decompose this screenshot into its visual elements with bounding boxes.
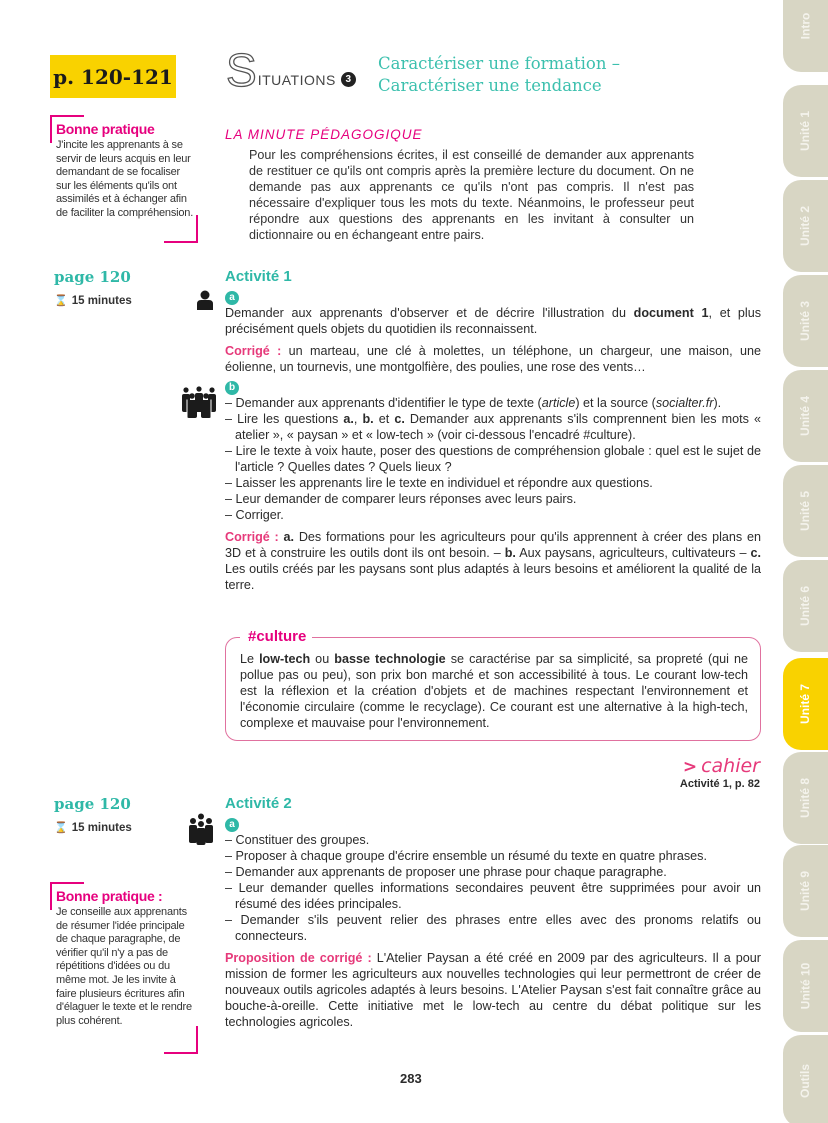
bold-text: a. <box>343 412 354 426</box>
activity1-b-list <box>225 395 761 523</box>
text: se caractérise par sa simplicité, sa propreté (qui ne pollue pas ou peu), son prix bon marché et son accessibilité à tous. Le courant low-tech est la réflexion et la création d'objets et de machines respectant l'environnement et l'économie circulaire (comme le recyclage). Ce courant est une alternative à la high-tech, complexe et mauvaise pour l'environnement. <box>240 652 748 730</box>
hourglass-icon: ⌛ <box>54 295 68 307</box>
italic-text: socialter.fr <box>655 396 714 410</box>
corrige-text: un marteau, une clé à molettes, un téléphone, un chargeur, une maison, une éolienne, un tournevis, une montgolfière, des poulies, une rose des vents… <box>225 344 761 374</box>
tip-box-1 <box>50 115 198 243</box>
small-group-icon <box>188 813 214 845</box>
page-number: 283 <box>400 1071 422 1086</box>
text: , <box>353 412 363 426</box>
text: , et plus précisément quels objets du quotidien ils reconnaissent. <box>225 306 761 336</box>
text: et <box>373 412 395 426</box>
tip-body: Je conseille aux apprenants de résumer l'idée principale de chaque paragraphe, de vérifier qu'il n'y a pas de répétitions d'idées ou du même mot. Je les invite à faire plusieurs écritures afin d'élaguer le texte et le rendre plus cohérent. <box>56 906 192 1027</box>
section-name: ITUATIONS <box>257 72 336 88</box>
title-line-2: Caractériser une tendance <box>378 76 602 95</box>
proposition-text: L'Atelier Paysan a été créé en 2009 par des agriculteurs. Il a pour mission de former les agriculteurs aux nouvelles technologies qui leur permettront de créer de nouveaux outils agricoles adaptés à leurs besoins. L'Atelier Paysan s'est fait connaître grâce au bouche-à-oreille. Cette initiative met le low-tech au centre du débat politique sur les technologies agricoles. <box>225 951 761 1029</box>
text: Demander aux apprenants d'observer et de décrire l'illustration du <box>225 306 634 320</box>
list-item: – Demander s'ils peuvent relier des phrases entre elles avec des pronoms relatifs ou connecteurs. <box>225 913 761 943</box>
list-item: – Constituer des groupes. <box>225 833 370 847</box>
tab-unite-1[interactable] <box>783 85 828 177</box>
activity2-proposition <box>225 950 761 1030</box>
tab-label: Unité 8 <box>798 777 813 819</box>
tip-corner <box>50 115 84 143</box>
text: – Demander aux apprenants d'identifier le type de texte ( <box>225 396 542 410</box>
label-a-badge: a <box>225 818 239 832</box>
activity1-a-corrige <box>225 343 761 375</box>
tab-intro[interactable] <box>783 0 828 72</box>
cahier-label: cahier <box>701 755 760 777</box>
bold-text: a. <box>283 530 295 544</box>
activity2 <box>225 795 761 1030</box>
activity1-a-instruction <box>225 305 761 337</box>
minute-body: Pour les compréhensions écrites, il est conseillé de demander aux apprenants de restituer ce qu'ils ont compris après la première lecture du document. On ne demande pas aux apprenants ce qu'ils n'ont pas compris. Il n'est pas nécessaire d'expliquer tous les mots du texte. Néanmoins, le professeur peut répondre aux questions des apprenants en les invitant à consulter un dictionnaire ou en échangeant entre pairs. <box>249 148 694 242</box>
italic-text: article <box>541 396 576 410</box>
cahier-reference[interactable] <box>680 755 760 790</box>
activity1-page-ref: page 120 <box>54 268 131 286</box>
list-item: – Laisser les apprenants lire le texte en individuel et répondre aux questions. <box>225 476 653 490</box>
chevron-right-icon: > <box>682 757 698 777</box>
cahier-link[interactable] <box>680 755 760 777</box>
tab-unite-8[interactable] <box>783 752 828 844</box>
tip-corner <box>50 882 84 910</box>
page-badge: p. 120-121 <box>50 55 176 98</box>
text: Le <box>240 652 260 666</box>
section-number: 3 <box>341 72 356 87</box>
tab-unite-4[interactable] <box>783 370 828 462</box>
bold-text: document 1 <box>633 306 709 320</box>
tab-unite-3[interactable] <box>783 275 828 367</box>
label-a-badge: a <box>225 291 239 305</box>
person-icon <box>196 290 214 310</box>
tab-label: Unité 10 <box>798 962 813 1010</box>
activity1-title: Activité 1 <box>225 268 292 285</box>
tab-unite-6[interactable] <box>783 560 828 652</box>
list-item <box>225 411 761 443</box>
hourglass-icon: ⌛ <box>54 822 68 834</box>
corrige-label: Corrigé : <box>225 530 279 544</box>
text: ) et la source ( <box>575 396 656 410</box>
tab-outils[interactable] <box>783 1035 828 1123</box>
group-icon <box>180 386 218 418</box>
title-line-1: Caractériser une formation – <box>378 54 620 73</box>
tab-label: Intro <box>798 12 813 40</box>
activity1-b-corrige <box>225 529 761 593</box>
list-item: – Demander aux apprenants de proposer une phrase pour chaque paragraphe. <box>225 865 667 879</box>
tip-corner <box>164 215 198 243</box>
text: Des formations pour les agriculteurs pour qu'ils apprennent à créer des plans en 3D et à construire les outils dont ils ont besoin. – <box>225 530 761 560</box>
activity2-title: Activité 2 <box>225 795 292 812</box>
tab-label: Unité 6 <box>798 585 813 627</box>
culture-box <box>225 628 761 741</box>
tab-unite-7[interactable] <box>783 658 828 750</box>
tab-unite-5[interactable] <box>783 465 828 557</box>
tip-box-2 <box>50 882 198 1054</box>
tab-unite-9[interactable] <box>783 845 828 937</box>
label-b-badge: b <box>225 381 239 395</box>
text: ou <box>310 652 335 666</box>
bold-text: c. <box>394 412 405 426</box>
tip-corner <box>164 1026 198 1054</box>
corrige-label: Corrigé : <box>225 344 282 358</box>
tip-title: Bonne pratique <box>56 121 155 137</box>
tab-label: Unité 9 <box>798 870 813 912</box>
duration-text: 15 minutes <box>71 295 132 307</box>
bold-text: basse technologie <box>334 652 446 666</box>
text: ). <box>713 396 722 410</box>
tab-label: Unité 1 <box>798 110 813 152</box>
list-item: – Leur demander de comparer leurs réponses avec leurs pairs. <box>225 492 577 506</box>
culture-title: #culture <box>240 628 312 646</box>
tab-label: Unité 4 <box>798 395 813 437</box>
page-title <box>378 53 620 97</box>
activity2-page-ref: page 120 <box>54 795 131 813</box>
text: Aux paysans, agriculteurs, cultivateurs – <box>515 546 751 560</box>
bold-text: b. <box>504 546 516 560</box>
tab-label: Outils <box>798 1063 813 1099</box>
duration-text: 15 minutes <box>71 822 132 834</box>
text: Les outils créés par les paysans sont plus adaptés à leurs besoins et améliorent la qualité de la terre. <box>225 562 761 592</box>
text: Demander aux apprenants s'ils comprennent bien les mots « atelier », « paysan » et « low-tech » (voir ci-dessous l'encadré #culture). <box>235 412 762 442</box>
activity2-duration <box>54 821 132 834</box>
cahier-activity-ref: Activité 1, p. 82 <box>679 778 760 790</box>
tab-label: Unité 2 <box>798 205 813 247</box>
list-item <box>225 395 761 411</box>
minute-title: LA MINUTE PÉDAGOGIQUE <box>225 127 423 142</box>
section-heading <box>226 44 356 96</box>
list-item: – Lire le texte à voix haute, poser des questions de compréhension globale : quel est le sujet de l'article ? Quelles dates ? Quels lieux ? <box>225 444 761 474</box>
activity1-duration <box>54 294 132 307</box>
culture-body <box>240 651 748 731</box>
activity2-a-list <box>225 832 761 944</box>
section-initial: S <box>226 44 257 96</box>
proposition-label: Proposition de corrigé : <box>225 951 372 965</box>
activity1 <box>225 268 761 593</box>
list-item: – Proposer à chaque groupe d'écrire ensemble un résumé du texte en quatre phrases. <box>225 849 707 863</box>
tab-unite-2[interactable] <box>783 180 828 272</box>
tab-label: Unité 7 <box>798 683 813 725</box>
tab-label: Unité 5 <box>798 490 813 532</box>
list-item: – Leur demander quelles informations secondaires peuvent être supprimées pour avoir un résumé des idées principales. <box>225 881 761 911</box>
tip-body: J'incite les apprenants à se servir de leurs acquis en leur demandant de se focaliser sur les éléments qu'ils ont assimilés et à échanger afin de faciliter la compréhension. <box>56 139 194 219</box>
bold-text: b. <box>362 412 374 426</box>
tab-label: Unité 3 <box>798 300 813 342</box>
unit-tabs <box>783 0 828 1123</box>
bold-text: low-tech <box>259 652 311 666</box>
list-item: – Corriger. <box>225 508 284 522</box>
bold-text: c. <box>750 546 761 560</box>
tip-title: Bonne pratique : <box>56 888 163 904</box>
tab-unite-10[interactable] <box>783 940 828 1032</box>
text: – Lire les questions <box>225 412 344 426</box>
